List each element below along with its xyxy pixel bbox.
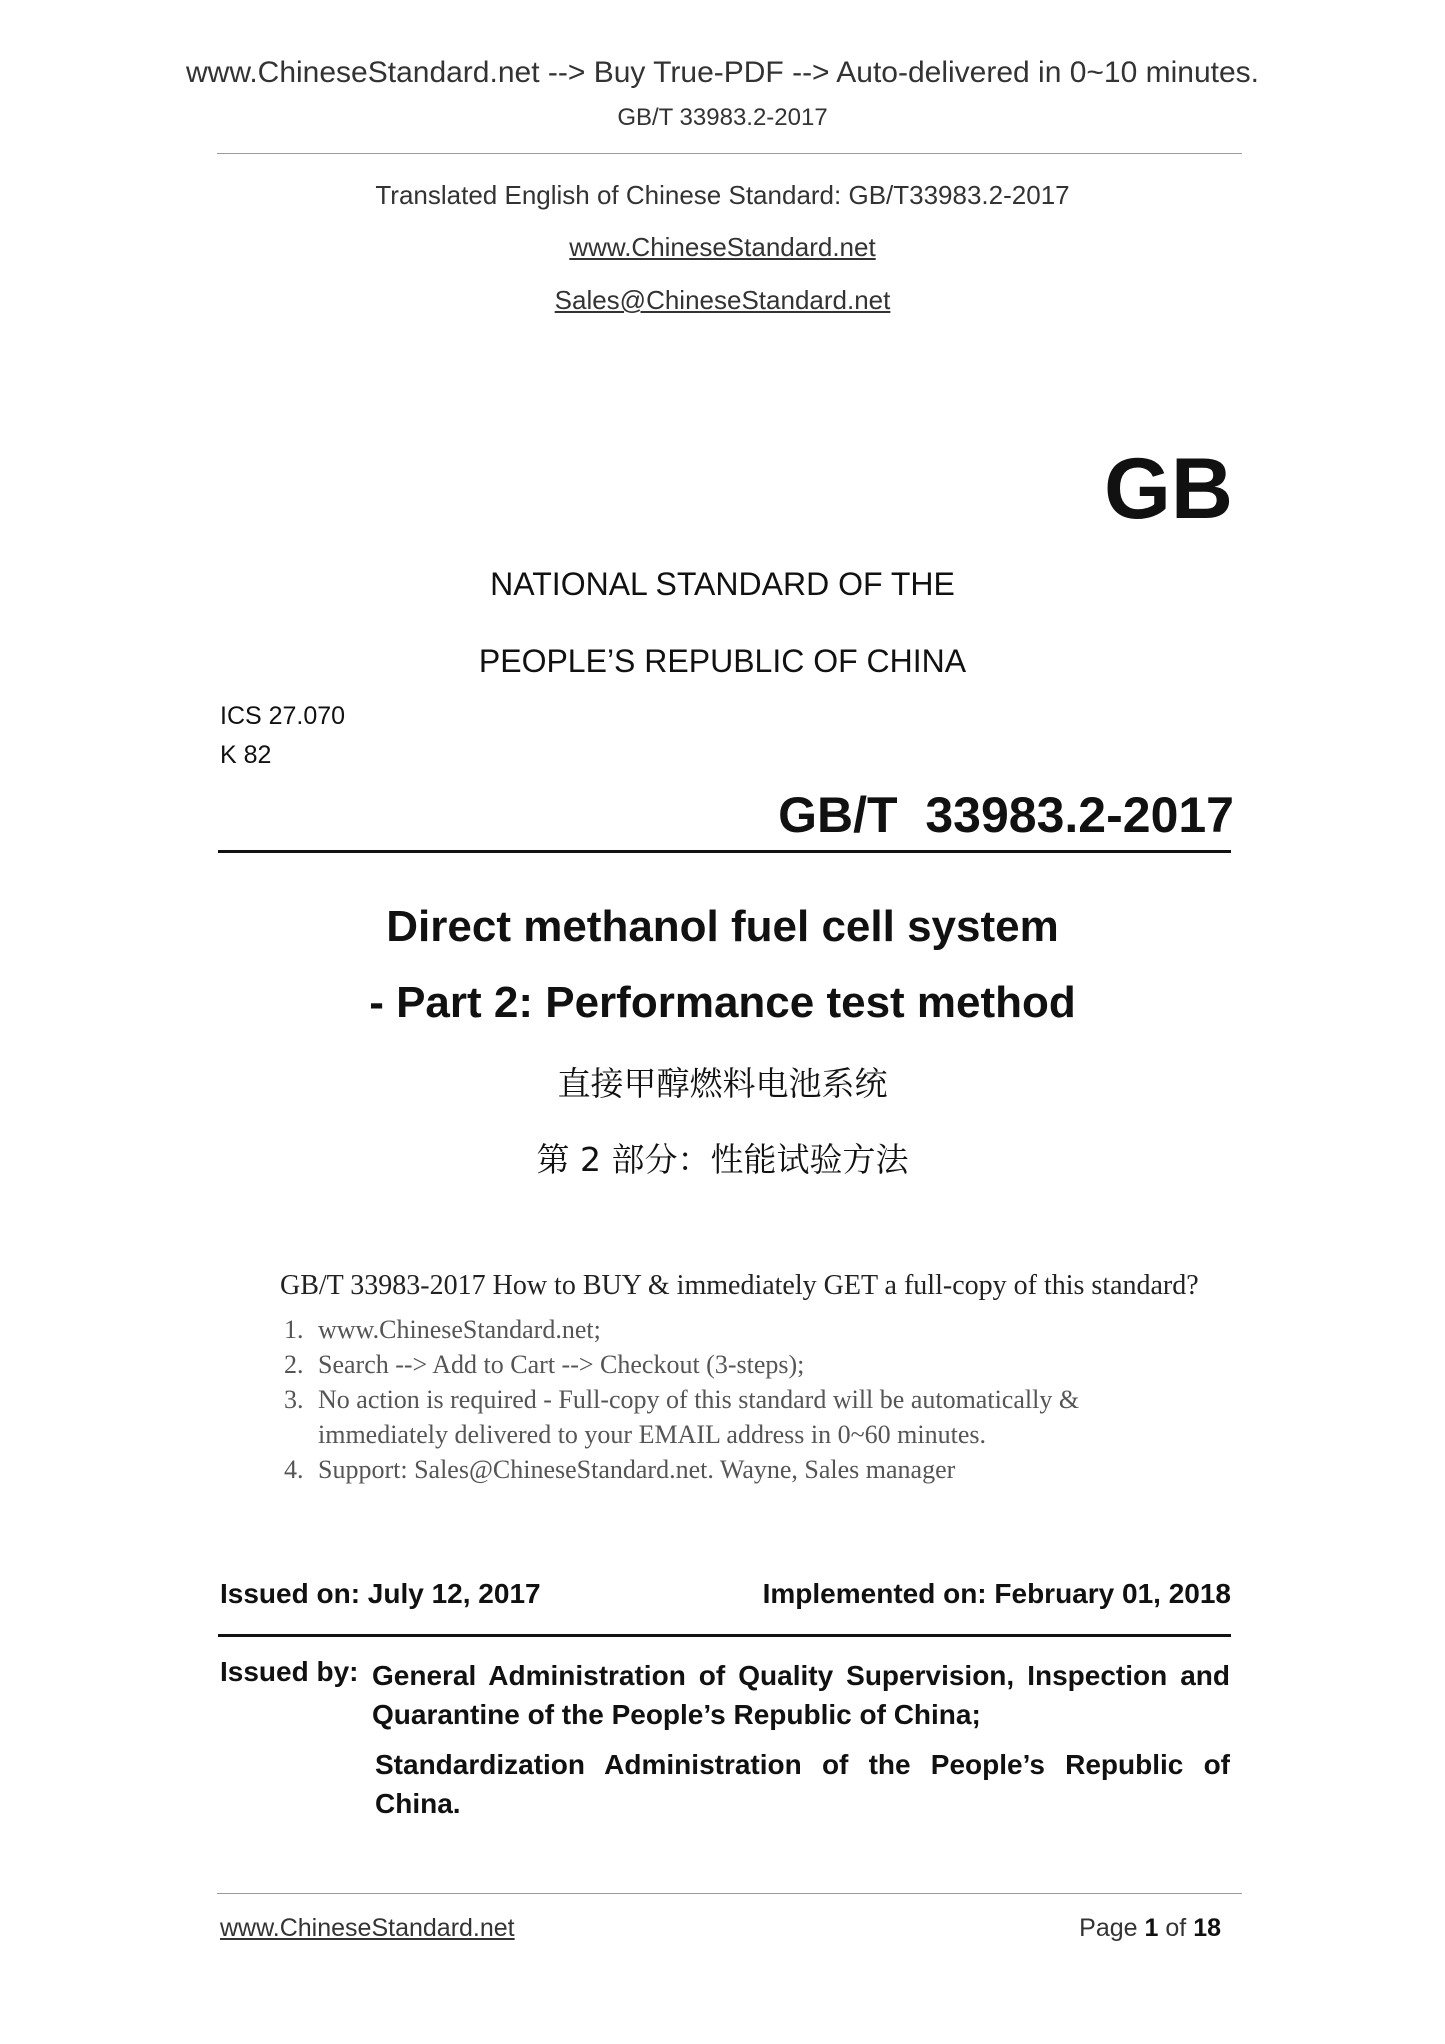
issuing-organization-2: Standardization Administration of the People’s Republic of China. bbox=[375, 1749, 1230, 1819]
ics-code: ICS 27.070 bbox=[220, 702, 346, 730]
national-standard-line1: NATIONAL STANDARD OF THE bbox=[490, 566, 955, 602]
buy-instructions-list bbox=[280, 1312, 1200, 1487]
issuing-organization-1: General Administration of Quality Supervision, Inspection and Quarantine of the People’s Republic of China; bbox=[372, 1660, 1230, 1730]
title-english-line2: - Part 2: Performance test method bbox=[369, 978, 1076, 1027]
standard-number bbox=[778, 786, 1234, 844]
title-divider bbox=[218, 850, 1231, 853]
sales-email-link[interactable]: Sales@ChineseStandard.net bbox=[554, 285, 891, 315]
buy-step bbox=[280, 1347, 1200, 1382]
footer-divider bbox=[217, 1893, 1242, 1894]
dates-divider bbox=[218, 1634, 1231, 1637]
buy-instructions bbox=[280, 1270, 1200, 1487]
buy-step-text: No action is required - Full-copy of this standard will be automatically & immediately delivered to your EMAIL address in 0~60 minutes. bbox=[318, 1385, 1080, 1449]
buy-step bbox=[280, 1382, 1200, 1452]
buy-step-text: Support: Sales@ChineseStandard.net. Wayne, Sales manager bbox=[318, 1455, 956, 1484]
header-divider bbox=[217, 153, 1242, 154]
issued-by-label: Issued by: bbox=[220, 1656, 359, 1687]
gb-logo: GB bbox=[1104, 441, 1233, 537]
buy-step bbox=[280, 1312, 1200, 1347]
page-of: of bbox=[1165, 1914, 1187, 1942]
standard-number-text: GB/T 33983.2-2017 bbox=[778, 787, 1234, 843]
national-standard-line2: PEOPLE’S REPUBLIC OF CHINA bbox=[478, 643, 967, 679]
buy-step-text[interactable]: www.ChineseStandard.net; bbox=[318, 1315, 601, 1344]
implemented-on-date: Implemented on: February 01, 2018 bbox=[762, 1578, 1231, 1609]
footer-site-link[interactable]: www.ChineseStandard.net bbox=[220, 1914, 515, 1942]
buy-step-text: Search --> Add to Cart --> Checkout (3-steps); bbox=[318, 1350, 805, 1379]
header-banner: www.ChineseStandard.net --> Buy True-PDF --> Auto-delivered in 0~10 minutes. bbox=[185, 56, 1260, 89]
page-indicator bbox=[1079, 1914, 1221, 1943]
buy-step bbox=[280, 1452, 1200, 1487]
page-total: 18 bbox=[1193, 1914, 1221, 1942]
title-chinese-line1: 直接甲醇燃料电池系统 bbox=[557, 1064, 888, 1103]
page-current: 1 bbox=[1144, 1914, 1159, 1942]
title-english-line1: Direct methanol fuel cell system bbox=[386, 902, 1059, 951]
buy-step-number: 4. bbox=[284, 1455, 304, 1484]
issued-on-date: Issued on: July 12, 2017 bbox=[220, 1578, 541, 1609]
buy-step-number: 2. bbox=[284, 1350, 304, 1379]
translated-notice: Translated English of Chinese Standard: GB/T33983.2-2017 bbox=[375, 180, 1070, 210]
k-code: K 82 bbox=[220, 741, 272, 769]
title-chinese-line2: 第 2 部分：性能试验方法 bbox=[536, 1140, 909, 1179]
header-standard-code: GB/T 33983.2-2017 bbox=[617, 104, 828, 131]
buy-step-number: 3. bbox=[284, 1385, 304, 1414]
site-link[interactable]: www.ChineseStandard.net bbox=[569, 232, 876, 262]
buy-step-number: 1. bbox=[284, 1315, 304, 1344]
buy-instructions-title: GB/T 33983-2017 How to BUY & immediately GET a full-copy of this standard? bbox=[280, 1270, 1199, 1301]
page-prefix: Page bbox=[1079, 1914, 1138, 1942]
